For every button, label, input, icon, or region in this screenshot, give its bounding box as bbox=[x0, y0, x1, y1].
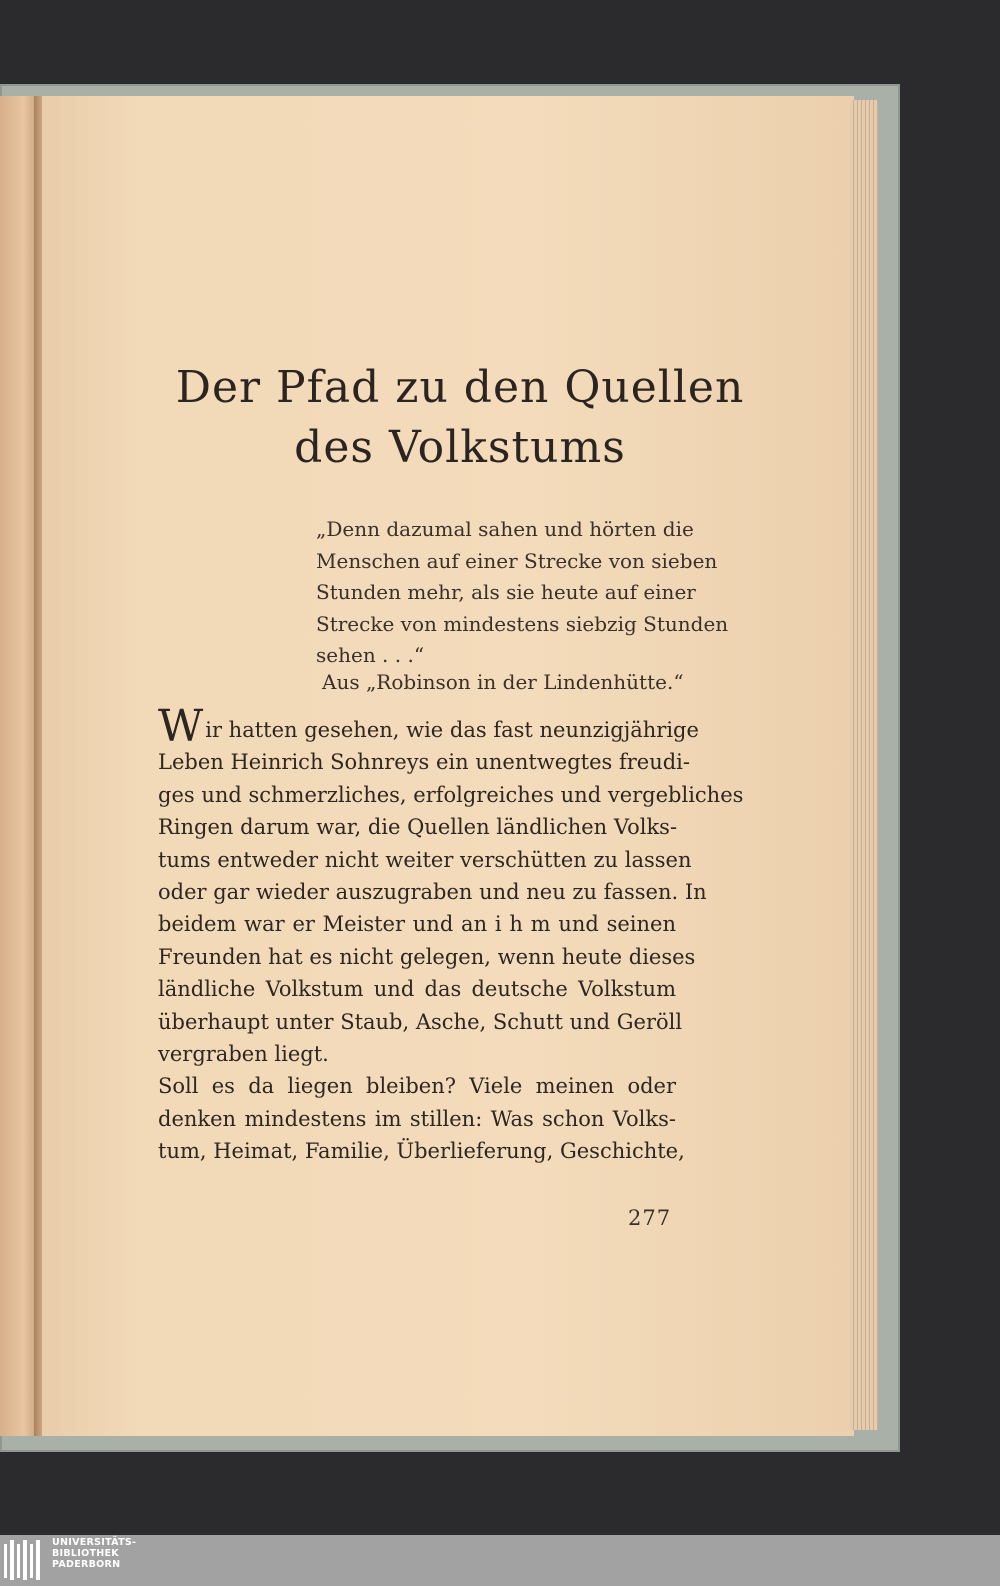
epigraph bbox=[316, 514, 729, 672]
page-number: 277 bbox=[628, 1206, 672, 1230]
body-line: tums entweder nicht weiter verschütten zu lassen bbox=[158, 847, 692, 872]
body-line: oder gar wieder auszugraben und neu zu fassen. In bbox=[158, 880, 707, 905]
body-line: Soll es da liegen bleiben? Viele meinen oder bbox=[158, 1074, 676, 1099]
body-line: denken mindestens im stillen: Was schon Volks- bbox=[158, 1106, 676, 1131]
body-line: überhaupt unter Staub, Asche, Schutt und Geröll bbox=[158, 1009, 683, 1034]
epigraph-attribution: Aus „Robinson in der Lindenhütte.“ bbox=[322, 670, 684, 694]
body-line: vergraben liegt. bbox=[158, 1042, 329, 1067]
library-logo-text bbox=[52, 1537, 172, 1570]
logo-line-2: BIBLIOTHEK bbox=[52, 1548, 119, 1559]
chapter-title-line-2: des Volkstums bbox=[294, 422, 626, 473]
body-line-text: ir hatten gesehen, wie das fast neunzigjährige bbox=[205, 718, 699, 742]
body-line: Leben Heinrich Sohnreys ein unentwegtes freudi- bbox=[158, 750, 690, 775]
epigraph-line: Menschen auf einer Strecke von sieben bbox=[316, 548, 718, 573]
epigraph-line: sehen . . .“ bbox=[316, 643, 425, 667]
epigraph-line: „Denn dazumal sahen und hörten die bbox=[316, 517, 694, 541]
body-line: Ringen darum war, die Quellen ländlichen Volks- bbox=[158, 815, 678, 840]
epigraph-line: Strecke von mindestens siebzig Stunden bbox=[316, 611, 729, 636]
library-logo-icon bbox=[2, 1538, 44, 1582]
body-line bbox=[158, 701, 699, 752]
body-line: beidem war er Meister und an i h m und seinen bbox=[158, 912, 676, 937]
body-paragraphs bbox=[158, 701, 744, 1168]
body-line: ländliche Volkstum und das deutsche Volkstum bbox=[158, 977, 676, 1002]
drop-cap: W bbox=[158, 701, 204, 752]
body-line: tum, Heimat, Familie, Überlieferung, Geschichte, bbox=[158, 1139, 685, 1164]
chapter-title-line-1: Der Pfad zu den Quellen bbox=[175, 362, 745, 413]
logo-line-1: UNIVERSITÄTS- bbox=[52, 1537, 137, 1548]
epigraph-line: Stunden mehr, als sie heute auf einer bbox=[316, 580, 696, 604]
body-line: Freunden hat es nicht gelegen, wenn heute dieses bbox=[158, 944, 696, 969]
body-line: ges und schmerzliches, erfolgreiches und vergebliches bbox=[158, 782, 744, 807]
page-stack-edges bbox=[850, 100, 878, 1430]
logo-line-3: PADERBORN bbox=[52, 1559, 121, 1570]
